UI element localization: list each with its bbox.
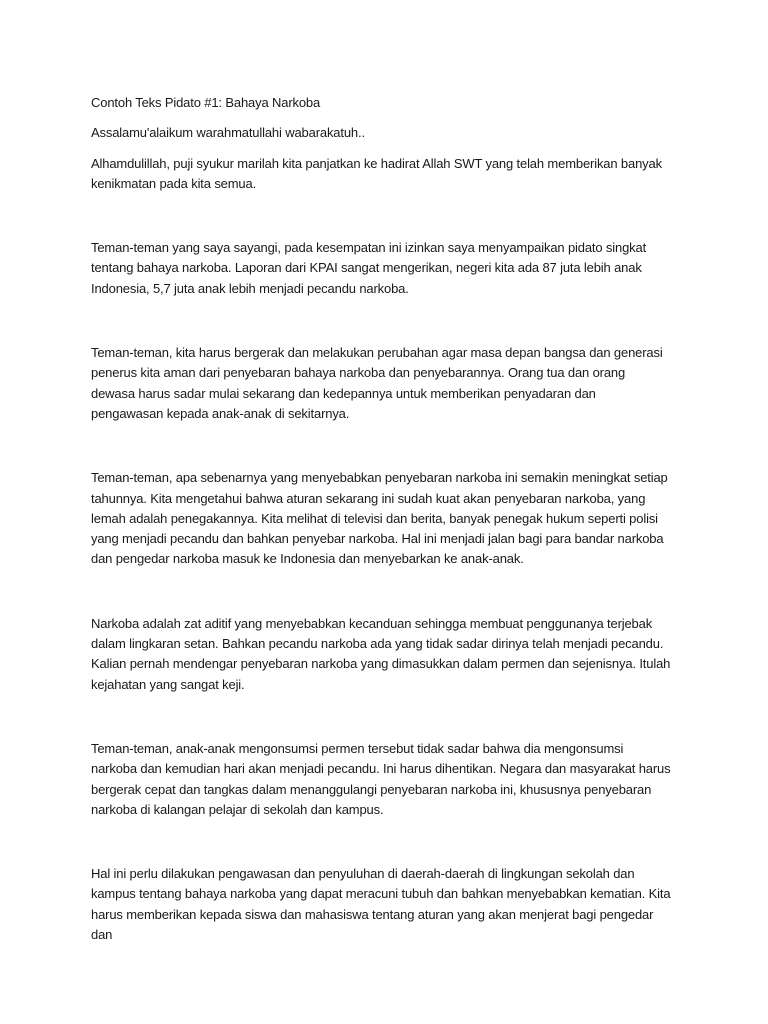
paragraph-3: Teman-teman, kita harus bergerak dan melakukan perubahan agar masa depan bangsa dan generasi penerus kita aman dari penyebaran bahaya narkoba dan penyebarannya. Orang tua dan orang dewasa harus sadar mulai sekarang dan kedepannya untuk memberikan penyadaran dan pengawasan kepada anak-anak di sekitarnya.: [91, 345, 663, 421]
paragraph-4: Teman-teman, apa sebenarnya yang menyebabkan penyebaran narkoba ini semakin meningkat setiap tahunnya. Kita mengetahui bahwa aturan sekarang ini sudah kuat akan penyebaran narkoba, yang lemah adalah penegakannya. Kita melihat di televisi dan berita, banyak penegak hukum seperti polisi yang menjadi pecandu dan bahkan penyebar narkoba. Hal ini menjadi jalan bagi para bandar narkoba dan pengedar narkoba masuk ke Indonesia dan menyebarkan ke anak-anak.: [91, 470, 668, 567]
paragraph-7: Hal ini perlu dilakukan pengawasan dan penyuluhan di daerah-daerah di lingkungan sekolah dan kampus tentang bahaya narkoba yang dapat meracuni tubuh dan bahkan menyebabkan kematian. Kita harus memberikan kepada siswa dan mahasiswa tentang aturan yang akan menjerat bagi pengedar dan: [91, 866, 671, 943]
paragraph-5: Narkoba adalah zat aditif yang menyebabkan kecanduan sehingga membuat penggunanya terjebak dalam lingkaran setan. Bahkan pecandu narkoba ada yang tidak sadar dirinya telah menjadi pecandu. Kalian pernah mendengar penyebaran narkoba yang dimasukkan dalam permen dan sejenisnya. Itulah kejahatan yang sangat keji.: [91, 615, 671, 692]
paragraph-2: Teman-teman yang saya sayangi, pada kesempatan ini izinkan saya menyampaikan pidato singkat tentang bahaya narkoba. Laporan dari KPAI sangat mengerikan, negeri kita ada 87 juta lebih anak Indonesia, 5,7 juta anak lebih menjadi pecandu narkoba.: [91, 240, 647, 296]
greeting-paragraph: Assalamu'alaikum warahmatullahi wabarakatuh..: [91, 125, 365, 141]
paragraph-6: Teman-teman, anak-anak mengonsumsi permen tersebut tidak sadar bahwa dia mengonsumsi narkoba dan kemudian hari akan menjadi pecandu. Ini harus dihentikan. Negara dan masyarakat harus bergerak cepat dan tangkas dalam menanggulangi penyebaran narkoba ini, khususnya penyebaran narkoba di kalangan pelajar di sekolah dan kampus.: [91, 740, 671, 817]
paragraph-1: Alhamdulillah, puji syukur marilah kita panjatkan ke hadirat Allah SWT yang telah memberikan banyak kenikmatan pada kita semua.: [91, 155, 662, 191]
document-body: [91, 93, 671, 945]
document-title: Contoh Teks Pidato #1: Bahaya Narkoba: [91, 95, 321, 110]
